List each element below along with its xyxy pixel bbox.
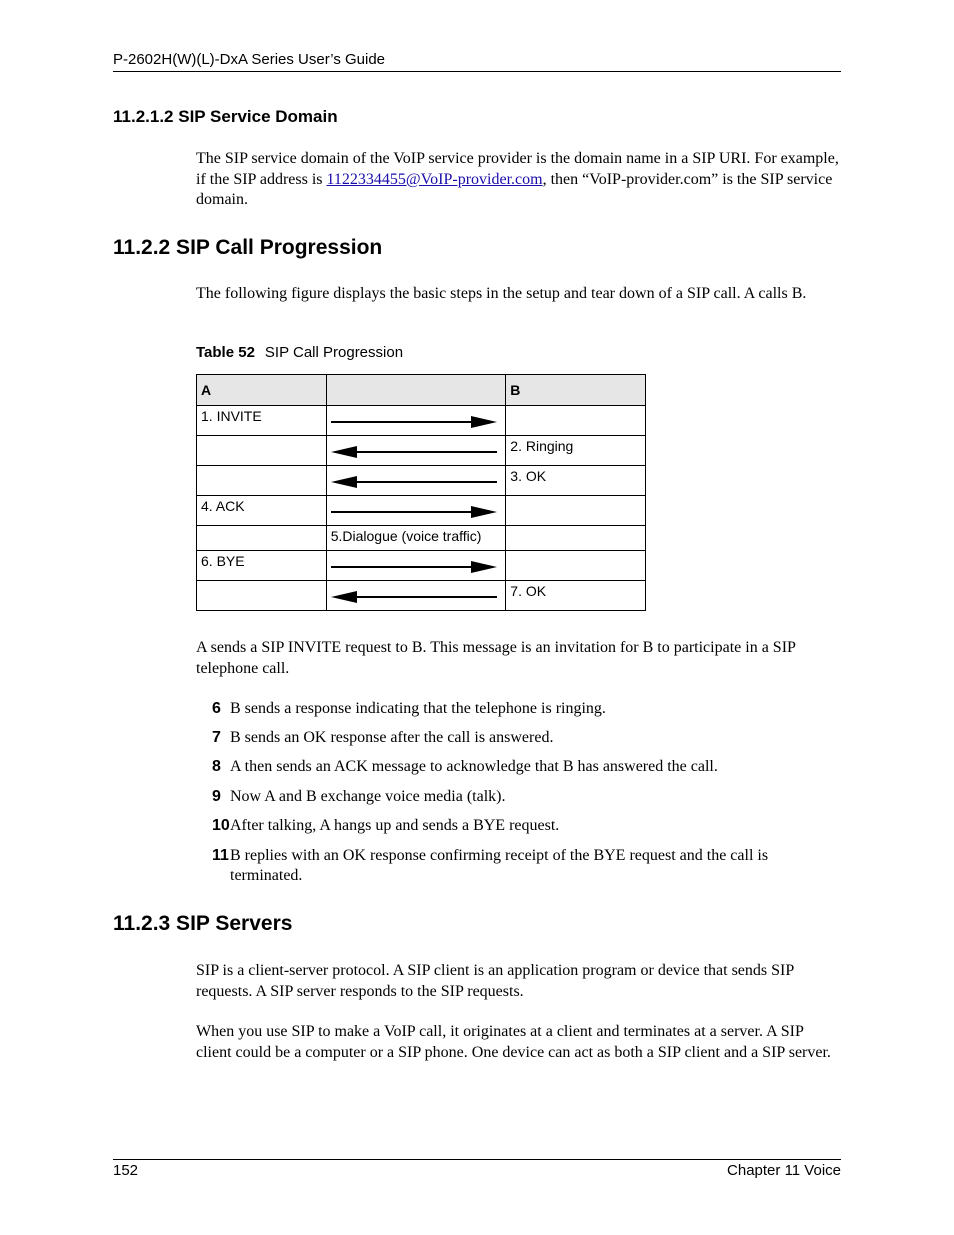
cell-a: 4. ACK <box>197 496 327 526</box>
arrow-right-icon <box>331 415 497 429</box>
cell-a: 6. BYE <box>197 551 327 581</box>
header-cell-a: A <box>197 375 327 406</box>
sip-call-progression-table <box>196 374 646 611</box>
arrow-left-icon <box>331 475 497 489</box>
footer-divider <box>113 1159 841 1160</box>
header-cell-b: B <box>506 375 646 406</box>
header-divider <box>113 71 841 72</box>
list-item <box>212 728 842 748</box>
step-text: After talking, A hangs up and sends a BYE request. <box>230 817 560 834</box>
cell-b <box>506 406 646 436</box>
after-table-paragraph: A sends a SIP INVITE request to B. This message is an invitation for B to participate in a SIP telephone call. <box>196 639 796 677</box>
page-number: 152 <box>113 1162 139 1179</box>
cell-a: 1. INVITE <box>197 406 327 436</box>
table-row <box>197 551 646 581</box>
step-number: 11 <box>212 847 229 864</box>
step-number: 10 <box>212 817 230 834</box>
step-text: A then sends an ACK message to acknowledge that B has answered the call. <box>230 758 718 775</box>
sip-service-domain-paragraph <box>196 149 841 211</box>
arrow-left-icon <box>331 445 497 459</box>
cell-a <box>197 581 327 611</box>
arrow-cell <box>326 406 506 436</box>
arrow-left-icon <box>331 590 497 604</box>
arrow-cell <box>326 581 506 611</box>
arrow-right-icon <box>331 560 497 574</box>
list-item <box>212 699 842 719</box>
step-number: 7 <box>212 729 221 746</box>
step-number: 8 <box>212 758 221 775</box>
paragraph-text: The SIP service domain of the VoIP service provider is the domain name in a SIP URI. For example, if the SIP address is <box>196 150 839 188</box>
sip-address-link[interactable]: 1122334455@VoIP-provider.com <box>326 170 543 188</box>
table-row <box>197 496 646 526</box>
arrow-cell <box>326 436 506 466</box>
section-heading-sip-service-domain: 11.2.1.2 SIP Service Domain <box>113 107 338 126</box>
step-text: B sends a response indicating that the telephone is ringing. <box>230 700 606 717</box>
cell-a <box>197 436 327 466</box>
step-text: B replies with an OK response confirming receipt of the BYE request and the call is terminated. <box>230 847 769 884</box>
step-number: 9 <box>212 788 221 805</box>
table-row <box>197 526 646 551</box>
table-row <box>197 436 646 466</box>
section-heading-sip-servers: 11.2.3 SIP Servers <box>113 912 293 935</box>
step-number: 6 <box>212 700 221 717</box>
table-row <box>197 581 646 611</box>
list-item <box>212 816 842 836</box>
arrow-cell <box>326 466 506 496</box>
arrow-cell <box>326 496 506 526</box>
cell-b: 3. OK <box>506 466 646 496</box>
table-label: Table 52 <box>196 344 255 361</box>
header-cell-middle <box>326 375 506 406</box>
cell-b: 2. Ringing <box>506 436 646 466</box>
table-row <box>197 466 646 496</box>
arrow-right-icon <box>331 505 497 519</box>
chapter-title: Chapter 11 Voice <box>727 1162 841 1179</box>
cell-middle: 5.Dialogue (voice traffic) <box>326 526 506 551</box>
table-caption <box>196 344 403 361</box>
section-heading-sip-call-progression: 11.2.2 SIP Call Progression <box>113 236 383 259</box>
table-header-row <box>197 375 646 406</box>
cell-b <box>506 496 646 526</box>
cell-b <box>506 526 646 551</box>
step-text: B sends an OK response after the call is answered. <box>230 729 554 746</box>
list-item <box>212 757 842 777</box>
sip-servers-paragraph-1: SIP is a client-server protocol. A SIP client is an application program or device that sends SIP requests. A SIP server responds to the SIP requests. <box>196 962 794 1000</box>
cell-a <box>197 466 327 496</box>
cell-a <box>197 526 327 551</box>
cell-b: 7. OK <box>506 581 646 611</box>
arrow-cell <box>326 551 506 581</box>
step-text: Now A and B exchange voice media (talk). <box>230 788 506 805</box>
list-item <box>212 787 842 807</box>
sip-servers-paragraph-2: When you use SIP to make a VoIP call, it originates at a client and terminates at a server. A SIP client could be a computer or a SIP phone. One device can act as both a SIP client and a SIP server. <box>196 1023 831 1061</box>
table-title: SIP Call Progression <box>264 344 404 361</box>
paragraph-text: , then “VoIP-provider.com” is the SIP service domain. <box>196 170 833 208</box>
cell-b <box>506 551 646 581</box>
list-item <box>212 846 842 884</box>
page-header-title: P-2602H(W)(L)-DxA Series User’s Guide <box>113 51 386 68</box>
table-row <box>197 406 646 436</box>
call-progression-intro: The following figure displays the basic steps in the setup and tear down of a SIP call. A calls B. <box>196 285 807 302</box>
